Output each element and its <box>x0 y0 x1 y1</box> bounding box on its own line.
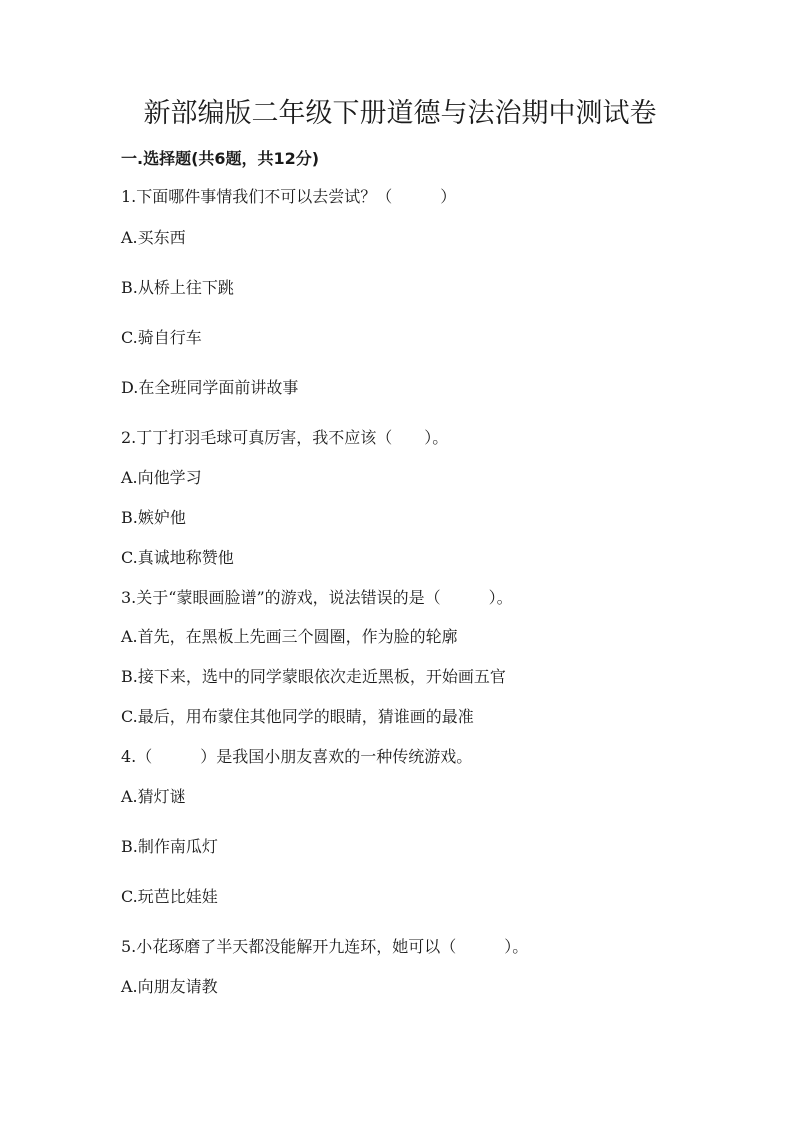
question-1-stem: 1.下面哪件事情我们不可以去尝试？（ ） <box>121 187 457 206</box>
question-1-option-c: C.骑自行车 <box>121 328 202 347</box>
question-3-option-a: A.首先，在黑板上先画三个圆圈，作为脸的轮廓 <box>121 627 458 646</box>
question-3-stem: 3.关于“蒙眼画脸谱”的游戏，说法错误的是（ ）。 <box>121 588 513 607</box>
question-4-option-a: A.猜灯谜 <box>121 787 186 806</box>
question-3-option-b: B.接下来，选中的同学蒙眼依次走近黑板，开始画五官 <box>121 667 506 686</box>
question-1-option-b: B.从桥上往下跳 <box>121 278 234 297</box>
question-2-option-a: A.向他学习 <box>121 468 202 487</box>
page-title: 新部编版二年级下册道德与法治期中测试卷 <box>143 98 657 129</box>
question-1-option-a: A.买东西 <box>121 228 186 247</box>
section-heading: 一.选择题(共6题，共12分) <box>121 149 320 168</box>
question-2-stem: 2.丁丁打羽毛球可真厉害，我不应该（ ）。 <box>121 428 449 447</box>
question-4-option-b: B.制作南瓜灯 <box>121 837 218 856</box>
question-5-option-a: A.向朋友请教 <box>121 977 218 996</box>
question-2-option-c: C.真诚地称赞他 <box>121 548 234 567</box>
question-5-stem: 5.小花琢磨了半天都没能解开九连环，她可以（ ）。 <box>121 937 529 956</box>
question-4-stem: 4.（ ）是我国小朋友喜欢的一种传统游戏。 <box>121 747 473 766</box>
question-1-option-d: D.在全班同学面前讲故事 <box>121 378 299 397</box>
question-4-option-c: C.玩芭比娃娃 <box>121 887 218 906</box>
question-3-option-c: C.最后，用布蒙住其他同学的眼睛，猜谁画的最准 <box>121 707 474 726</box>
question-2-option-b: B.嫉妒他 <box>121 508 186 527</box>
